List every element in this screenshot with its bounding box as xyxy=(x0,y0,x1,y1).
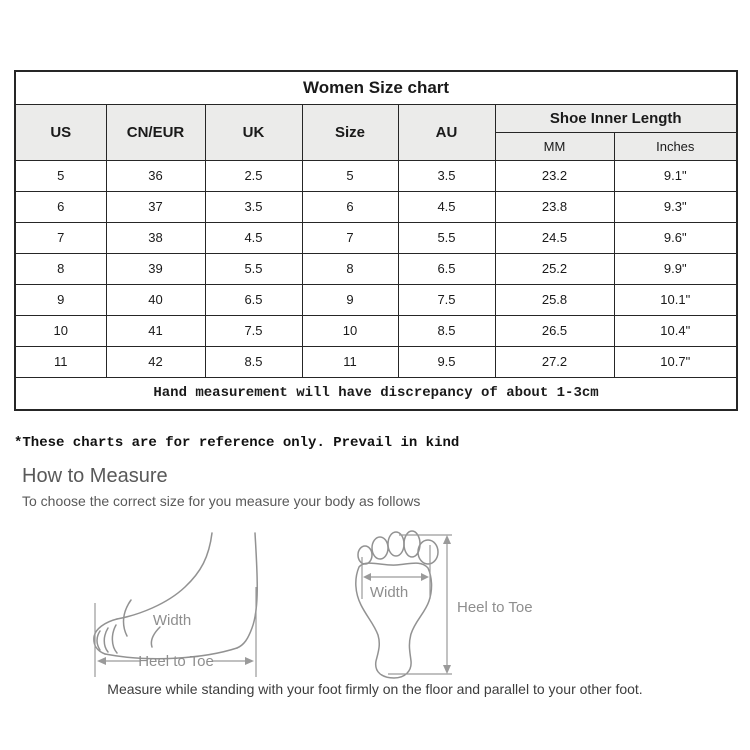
reference-disclaimer: *These charts are for reference only. Prevail in kind xyxy=(14,435,460,451)
width-arrowhead-right-icon xyxy=(421,573,429,581)
table-row xyxy=(15,315,737,346)
width-arrowhead-left-icon xyxy=(363,573,371,581)
table-row xyxy=(15,222,737,253)
footprint-heel-to-toe-label: Heel to Toe xyxy=(457,599,533,616)
table-cell: 5 xyxy=(302,160,398,191)
table-title-row xyxy=(15,71,737,104)
table-cell: 5 xyxy=(15,160,106,191)
table-cell: 41 xyxy=(106,315,205,346)
table-cell: 3.5 xyxy=(205,191,302,222)
table-cell: 8 xyxy=(302,253,398,284)
table-cell: 25.8 xyxy=(495,284,614,315)
measuring-diagram xyxy=(0,515,750,683)
side-foot-heel-line xyxy=(237,533,257,648)
table-cell: 7.5 xyxy=(205,315,302,346)
table-cell: 9.1" xyxy=(614,160,737,191)
table-cell: 7 xyxy=(15,222,106,253)
table-cell: 26.5 xyxy=(495,315,614,346)
table-cell: 11 xyxy=(302,346,398,377)
table-footnote: Hand measurement will have discrepancy of about 1-3cm xyxy=(15,377,737,410)
size-chart-table-container xyxy=(14,70,736,411)
footprint-sole-outline xyxy=(356,563,432,678)
table-footnote-row xyxy=(15,377,737,410)
table-cell: 42 xyxy=(106,346,205,377)
table-cell: 6.5 xyxy=(205,284,302,315)
column-header-au: AU xyxy=(398,104,495,160)
side-foot-drawing xyxy=(94,533,257,659)
column-header-uk: UK xyxy=(205,104,302,160)
measure-caption: Measure while standing with your foot firmly on the floor and parallel to your other foot. xyxy=(107,681,643,697)
column-header-size: Size xyxy=(302,104,398,160)
footprint-width-label: Width xyxy=(369,584,409,601)
table-cell: 8 xyxy=(15,253,106,284)
print-arrowhead-down-icon xyxy=(443,665,451,674)
arrowhead-left-icon xyxy=(97,657,106,665)
table-cell: 6 xyxy=(302,191,398,222)
side-foot-width-label: Width xyxy=(152,612,192,629)
footprint-toe-1 xyxy=(358,546,372,564)
column-header-inches: Inches xyxy=(614,132,737,160)
table-row xyxy=(15,160,737,191)
arrowhead-right-icon xyxy=(245,657,254,665)
table-cell: 37 xyxy=(106,191,205,222)
footprint-toe-2 xyxy=(372,537,388,559)
side-foot-width-leader xyxy=(151,627,160,647)
table-cell: 25.2 xyxy=(495,253,614,284)
side-foot-heel-to-toe-label: Heel to Toe xyxy=(138,653,214,670)
table-row xyxy=(15,191,737,222)
table-cell: 40 xyxy=(106,284,205,315)
table-header-row xyxy=(15,104,737,132)
size-chart-table xyxy=(14,70,738,411)
column-header-cneur: CN/EUR xyxy=(106,104,205,160)
footprint-drawing xyxy=(356,531,533,678)
table-cell: 9.6" xyxy=(614,222,737,253)
table-cell: 38 xyxy=(106,222,205,253)
table-cell: 39 xyxy=(106,253,205,284)
side-foot-heel-to-toe-measure xyxy=(95,587,256,677)
table-cell: 7.5 xyxy=(398,284,495,315)
table-cell: 23.2 xyxy=(495,160,614,191)
table-cell: 10.7" xyxy=(614,346,737,377)
table-cell: 6.5 xyxy=(398,253,495,284)
table-cell: 9 xyxy=(15,284,106,315)
table-cell: 10 xyxy=(15,315,106,346)
table-row xyxy=(15,346,737,377)
table-cell: 9.3" xyxy=(614,191,737,222)
footprint-big-toe xyxy=(418,540,438,564)
table-cell: 5.5 xyxy=(205,253,302,284)
print-arrowhead-up-icon xyxy=(443,535,451,544)
table-cell: 10 xyxy=(302,315,398,346)
table-row xyxy=(15,284,737,315)
column-header-us: US xyxy=(15,104,106,160)
table-cell: 9.9" xyxy=(614,253,737,284)
table-title: Women Size chart xyxy=(15,71,737,104)
table-cell: 8.5 xyxy=(398,315,495,346)
side-foot-toe-lines xyxy=(97,625,117,653)
table-cell: 8.5 xyxy=(205,346,302,377)
table-cell: 7 xyxy=(302,222,398,253)
table-cell: 10.1" xyxy=(614,284,737,315)
table-cell: 2.5 xyxy=(205,160,302,191)
table-cell: 24.5 xyxy=(495,222,614,253)
column-header-mm: MM xyxy=(495,132,614,160)
table-cell: 11 xyxy=(15,346,106,377)
table-cell: 36 xyxy=(106,160,205,191)
table-row xyxy=(15,253,737,284)
table-cell: 4.5 xyxy=(398,191,495,222)
table-cell: 5.5 xyxy=(398,222,495,253)
how-to-measure-heading: How to Measure xyxy=(22,465,168,487)
table-cell: 9 xyxy=(302,284,398,315)
side-foot-instep-line xyxy=(117,533,212,619)
table-cell: 9.5 xyxy=(398,346,495,377)
table-cell: 23.8 xyxy=(495,191,614,222)
column-header-inner-length: Shoe Inner Length xyxy=(495,104,737,132)
table-cell: 10.4" xyxy=(614,315,737,346)
table-cell: 27.2 xyxy=(495,346,614,377)
how-to-measure-intro: To choose the correct size for you measure your body as follows xyxy=(22,493,421,509)
table-cell: 6 xyxy=(15,191,106,222)
table-cell: 4.5 xyxy=(205,222,302,253)
table-cell: 3.5 xyxy=(398,160,495,191)
